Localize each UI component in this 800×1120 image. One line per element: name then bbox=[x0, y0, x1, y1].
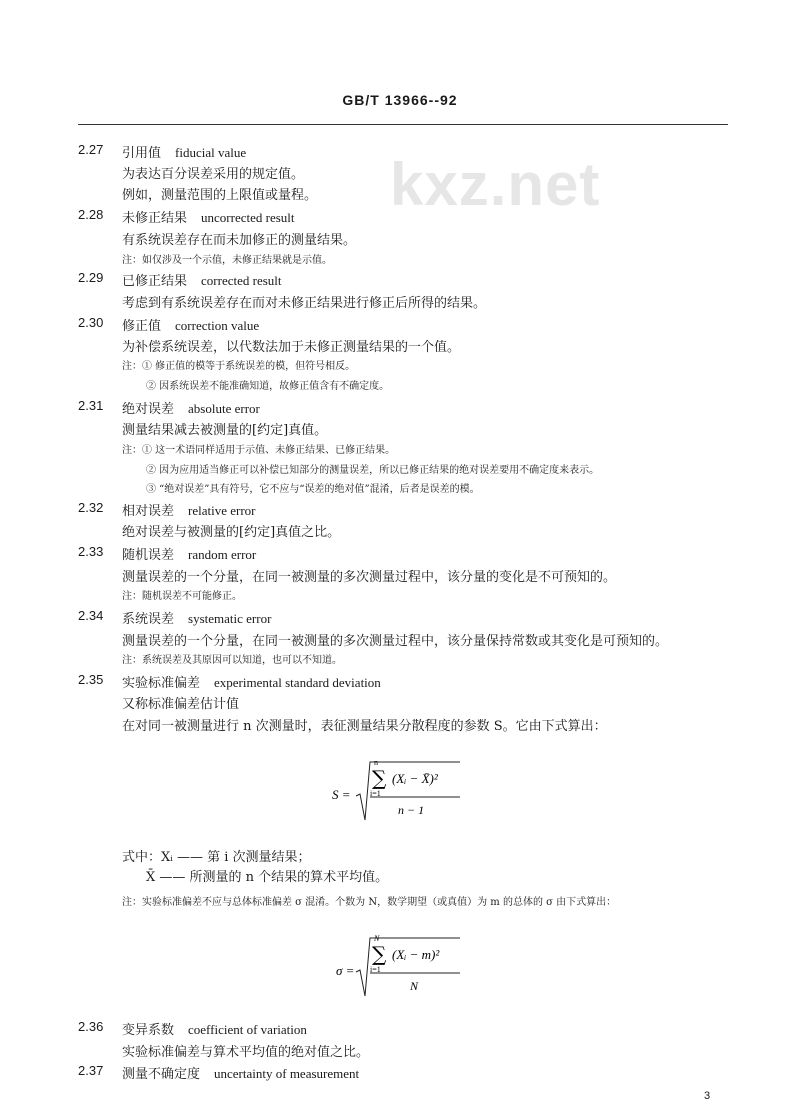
definition-line: 实验标准偏差与算术平均值的绝对值之比。 bbox=[122, 1045, 370, 1060]
definition-line: 例如，测量范围的上限值或量程。 bbox=[122, 188, 318, 203]
sum-lower-limit: i=1 bbox=[370, 789, 381, 798]
summation-sign: ∑ bbox=[372, 766, 387, 790]
term-title: 实验标准偏差 experimental standard deviation bbox=[122, 675, 381, 691]
header-divider bbox=[78, 124, 728, 125]
clause-number: 2.37 bbox=[78, 1063, 104, 1078]
clause-number: 2.34 bbox=[78, 608, 104, 623]
note-line: 注：随机误差不可能修正。 bbox=[122, 591, 242, 602]
watermark: kxz.net bbox=[390, 151, 601, 218]
formula-lhs: σ = bbox=[336, 963, 355, 978]
page-number: 3 bbox=[704, 1090, 711, 1102]
formula-numerator: (Xᵢ − X̄)² bbox=[392, 771, 438, 786]
summation-sign: ∑ bbox=[372, 942, 387, 966]
clause-number: 2.27 bbox=[78, 142, 104, 157]
clause-number: 2.32 bbox=[78, 500, 104, 515]
clause-number: 2.30 bbox=[78, 315, 104, 330]
note-line: ② 因为应用适当修正可以补偿已知部分的测量误差，所以已修正结果的绝对误差要用不确定度来表示。 bbox=[146, 465, 600, 476]
term-title: 修正值 correction value bbox=[122, 318, 260, 334]
clause-number: 2.28 bbox=[78, 207, 104, 222]
term-title: 变异系数 coefficient of variation bbox=[122, 1022, 307, 1038]
standard-deviation-formula bbox=[330, 752, 480, 826]
definition-line: 又称标准偏差估计值 bbox=[122, 697, 240, 712]
definition-line: 考虑到有系统误差存在而对未修正结果进行修正后所得的结果。 bbox=[122, 296, 487, 311]
term-title: 相对误差 relative error bbox=[122, 503, 256, 519]
clause-number: 2.36 bbox=[78, 1019, 104, 1034]
definition-line: 为补偿系统误差，以代数法加于未修正测量结果的一个值。 bbox=[122, 340, 461, 355]
term-title: 已修正结果 corrected result bbox=[122, 273, 282, 289]
formula-denominator: n − 1 bbox=[398, 803, 425, 817]
definition-line: 测量结果减去被测量的[约定]真值。 bbox=[122, 423, 328, 438]
term-title: 随机误差 random error bbox=[122, 547, 257, 563]
clause-number: 2.33 bbox=[78, 544, 104, 559]
definition-line: 绝对误差与被测量的[约定]真值之比。 bbox=[122, 525, 341, 540]
note-line: 注：系统误差及其原因可以知道，也可以不知道。 bbox=[122, 655, 342, 666]
definition-line: 为表达百分误差采用的规定值。 bbox=[122, 167, 305, 182]
definition-line: 在对同一被测量进行 n 次测量时，表征测量结果分散程度的参数 S。它由下式算出： bbox=[122, 719, 607, 734]
population-std-formula bbox=[330, 928, 480, 1002]
definition-line: 测量误差的一个分量，在同一被测量的多次测量过程中，该分量的变化是不可预知的。 bbox=[122, 570, 617, 585]
sum-upper-limit: n bbox=[374, 758, 378, 767]
formula-denominator: N bbox=[410, 979, 419, 993]
clause-number: 2.31 bbox=[78, 398, 104, 413]
term-title: 测量不确定度 uncertainty of measurement bbox=[122, 1066, 360, 1082]
note-line: 注：① 修正值的模等于系统误差的模，但符号相反。 bbox=[122, 361, 356, 372]
definition-line: 测量误差的一个分量，在同一被测量的多次测量过程中，该分量保持常数或其变化是可预知的。 bbox=[122, 634, 669, 649]
clause-number: 2.35 bbox=[78, 672, 104, 687]
formula-lhs: S = bbox=[332, 787, 351, 802]
term-title: 未修正结果 uncorrected result bbox=[122, 210, 295, 226]
definition-line: 有系统误差存在而未加修正的测量结果。 bbox=[122, 233, 357, 248]
term-title: 绝对误差 absolute error bbox=[122, 401, 260, 417]
sum-upper-limit: N bbox=[374, 934, 380, 943]
note-line: 注：实验标准偏差不应与总体标准偏差 σ 混淆。个数为 N，数学期望（或真值）为 m 的总体的 σ 由下式算出： bbox=[122, 897, 617, 908]
term-title: 引用值 fiducial value bbox=[122, 145, 247, 161]
note-line: 注：① 这一术语同样适用于示值、未修正结果、已修正结果。 bbox=[122, 445, 396, 456]
note-line: ② 因系统误差不能准确知道，故修正值含有不确定度。 bbox=[146, 381, 390, 392]
where-clause: 式中：Xᵢ —— 第 i 次测量结果； bbox=[122, 850, 311, 865]
term-title: 系统误差 systematic error bbox=[122, 611, 272, 627]
where-clause: X̄ —— 所测量的 n 个结果的算术平均值。 bbox=[146, 870, 389, 885]
sum-lower-limit: i=1 bbox=[370, 965, 381, 974]
note-line: ③ “绝对误差”具有符号，它不应与“误差的绝对值”混淆，后者是误差的模。 bbox=[146, 484, 480, 495]
standard-code-header: GB/T 13966--92 bbox=[342, 92, 458, 108]
clause-number: 2.29 bbox=[78, 270, 104, 285]
note-line: 注：如仅涉及一个示值，未修正结果就是示值。 bbox=[122, 255, 332, 266]
formula-numerator: (Xᵢ − m)² bbox=[392, 947, 440, 962]
